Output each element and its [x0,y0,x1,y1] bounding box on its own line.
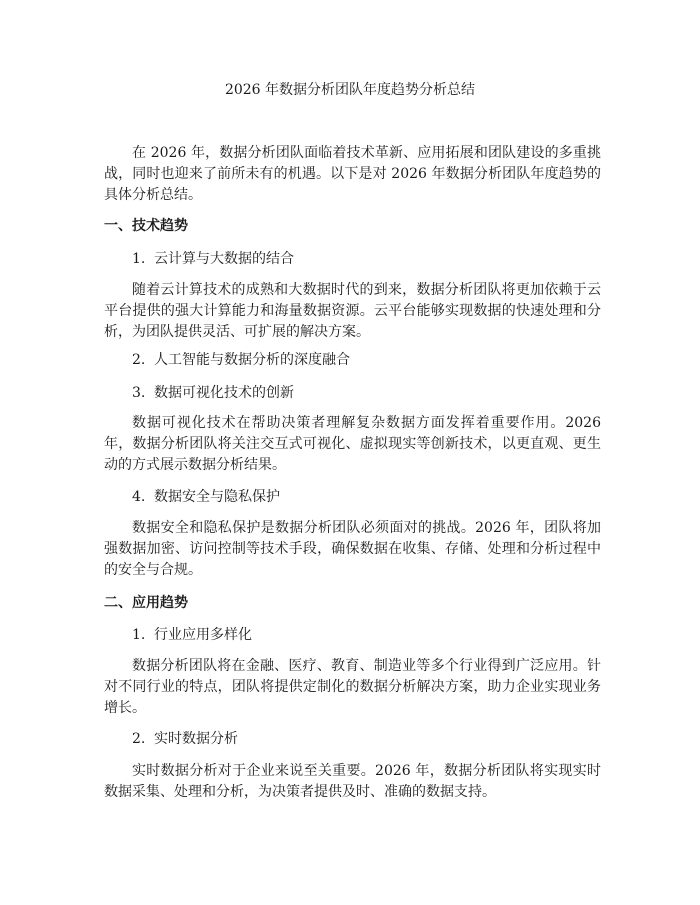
list-item-label: 云计算与大数据的结合 [154,251,294,267]
section-heading-application: 二、应用趋势 [104,595,188,611]
paragraph-visualization: 数据可视化技术在帮助决策者理解复杂数据方面发挥着重要作用。2026 年，数据分析团队将关注交互式可视化、虚拟现实等创新技术，以更直观、更生动的方式展示数据分析结果。 [104,415,601,473]
list-item-number: 3. [132,385,146,401]
list-item-label: 实时数据分析 [154,731,238,747]
list-item-number: 1. [132,627,146,643]
list-item-visualization [132,383,294,403]
list-item-ai-fusion [132,350,350,370]
list-item-security-privacy [132,487,280,507]
list-item-number: 4. [132,489,146,505]
list-item-number: 2. [132,731,146,747]
list-item-label: 数据可视化技术的创新 [154,385,294,401]
list-item-industry-diversity [132,625,252,645]
intro-paragraph: 在 2026 年，数据分析团队面临着技术革新、应用拓展和团队建设的多重挑战，同时也迎来了前所未有的机遇。以下是对 2026 年数据分析团队年度趋势的具体分析总结。 [104,145,601,203]
paragraph-cloud-bigdata: 随着云计算技术的成熟和大数据时代的到来，数据分析团队将更加依赖于云平台提供的强大计算能力和海量数据资源。云平台能够实现数据的快速处理和分析，为团队提供灵活、可扩展的解决方案。 [104,282,601,340]
section-heading-tech: 一、技术趋势 [104,218,188,234]
list-item-label: 行业应用多样化 [154,627,252,643]
list-item-number: 1. [132,251,146,267]
list-item-realtime-analysis [132,729,238,749]
list-item-cloud-bigdata [132,249,294,269]
list-item-number: 2. [132,352,146,368]
paragraph-industry-diversity: 数据分析团队将在金融、医疗、教育、制造业等多个行业得到广泛应用。针对不同行业的特点，团队将提供定制化的数据分析解决方案，助力企业实现业务增长。 [104,658,601,716]
paragraph-realtime-analysis: 实时数据分析对于企业来说至关重要。2026 年，数据分析团队将实现实时数据采集、处理和分析，为决策者提供及时、准确的数据支持。 [104,763,601,800]
list-item-label: 数据安全与隐私保护 [154,489,280,505]
page-title: 2026 年数据分析团队年度趋势分析总结 [224,82,476,98]
list-item-label: 人工智能与数据分析的深度融合 [154,352,350,368]
paragraph-security-privacy: 数据安全和隐私保护是数据分析团队必须面对的挑战。2026 年，团队将加强数据加密、访问控制等技术手段，确保数据在收集、存储、处理和分析过程中的安全与合规。 [104,520,601,578]
